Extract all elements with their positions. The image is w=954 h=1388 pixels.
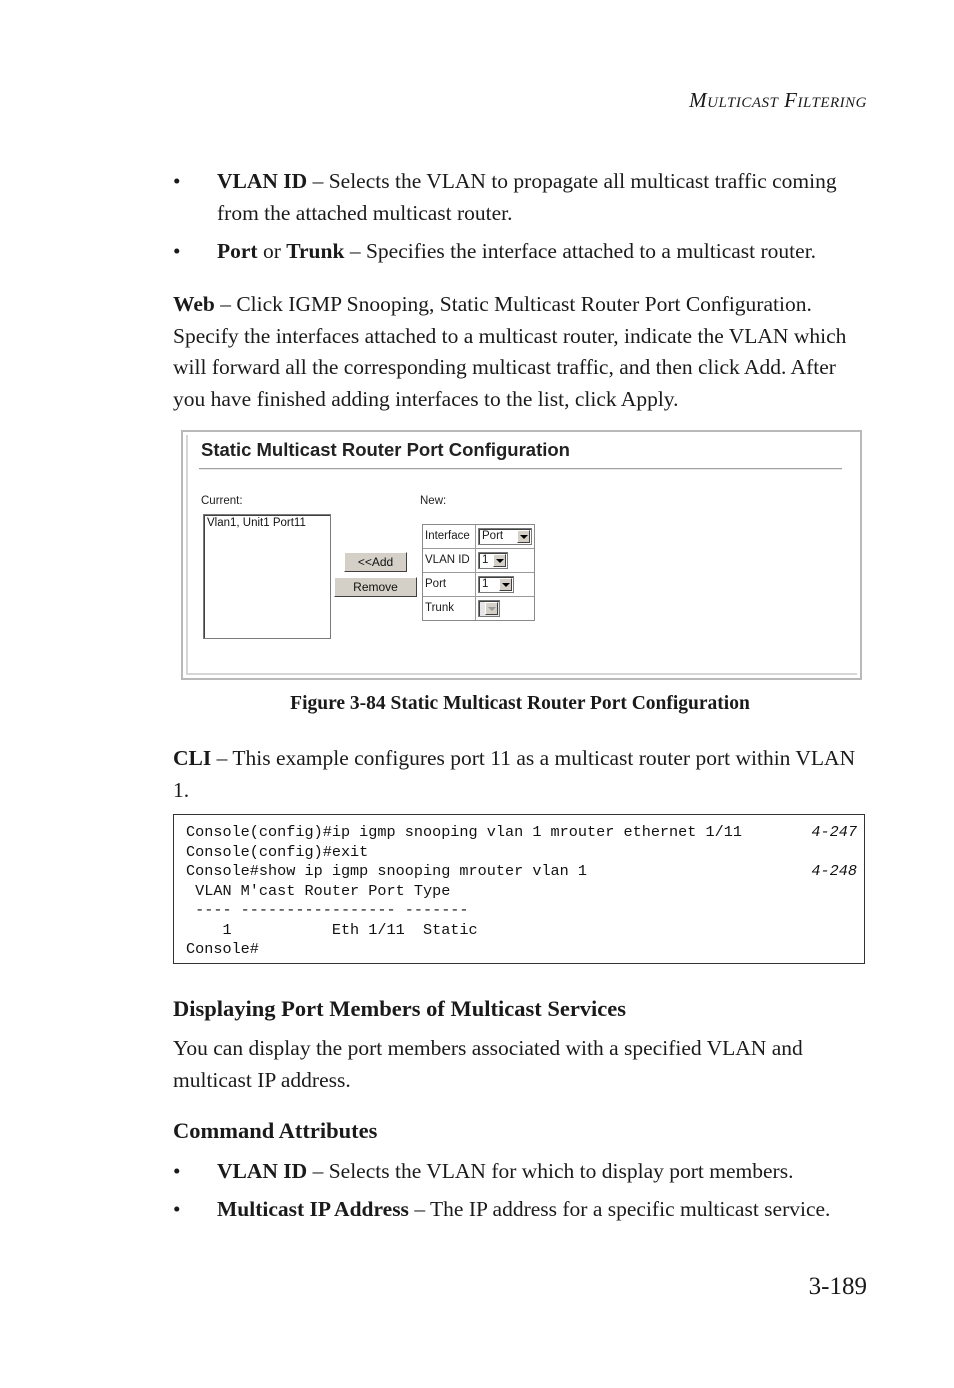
form-row-port (423, 572, 534, 596)
running-head: Multicast Filtering (689, 88, 867, 112)
list-item[interactable]: Vlan1, Unit1 Port11 (207, 517, 306, 529)
select-value: 1 (482, 578, 489, 590)
form-row-interface (423, 525, 534, 548)
code-line: Console(config)#ip igmp snooping vlan 1 mrouter ethernet 1/11 (186, 823, 742, 841)
form-row-trunk (423, 596, 534, 620)
form-row-vlan-id (423, 548, 534, 572)
bullet-mid: or (257, 239, 287, 263)
bullet-term: Port (217, 239, 258, 263)
bullet-dot: • (173, 1159, 181, 1183)
bullet-term: VLAN ID (217, 169, 308, 193)
code-ref: 4-248 (811, 862, 857, 880)
code-line: ---- ----------------- ------- (186, 901, 469, 919)
remove-button[interactable]: Remove (334, 577, 417, 597)
current-listbox[interactable] (203, 514, 331, 639)
bullet-dot: • (173, 239, 181, 263)
field-label: Interface (423, 525, 476, 548)
code-ref: 4-247 (811, 823, 857, 841)
figure-screenshot (181, 430, 862, 680)
select-value: Port (482, 530, 504, 542)
chevron-down-icon[interactable] (499, 578, 512, 591)
page-number: 3-189 (808, 1273, 867, 1300)
bullet-multicast-ip (173, 1194, 867, 1226)
bullet-term: VLAN ID (217, 1159, 308, 1183)
bullet-term-2: Trunk (286, 239, 345, 263)
bullet-vlan-id (173, 166, 867, 229)
bullet-port-trunk (173, 236, 867, 268)
bullet-dot: • (173, 1197, 181, 1221)
add-button[interactable]: <<Add (344, 552, 407, 572)
bullet-text: – The IP address for a specific multicast service. (408, 1197, 831, 1221)
code-block (173, 814, 865, 964)
code-line: Console(config)#exit (186, 842, 369, 861)
trunk-select (478, 600, 500, 617)
attributes-heading: Command Attributes (173, 1118, 378, 1143)
figure-caption (0, 693, 954, 715)
field-label: Trunk (423, 597, 476, 620)
bullet-dot: • (173, 169, 181, 193)
code-line: 1 Eth 1/11 Static (186, 920, 478, 939)
cli-paragraph (173, 743, 867, 806)
code-line: VLAN M'cast Router Port Type (186, 881, 451, 900)
code-line: Console#show ip igmp snooping mrouter vlan 1 (186, 862, 588, 880)
select-value: 1 (482, 554, 489, 566)
panel-title: Static Multicast Router Port Configuration (201, 439, 570, 460)
chevron-down-icon[interactable] (517, 530, 530, 543)
interface-select[interactable] (478, 528, 532, 545)
chevron-down-icon[interactable] (493, 554, 506, 567)
web-term: Web (173, 292, 215, 316)
section-paragraph: You can display the port members associated with a specified VLAN and multicast IP address. (173, 1036, 803, 1092)
field-label: VLAN ID (423, 549, 476, 572)
panel-divider (199, 468, 842, 470)
panel-inner (186, 435, 857, 675)
bullet-text: – Selects the VLAN to propagate all multicast traffic coming from the attached multicast router. (217, 169, 837, 225)
field-label: Port (423, 573, 476, 596)
port-select[interactable] (478, 576, 514, 593)
bullet-text: – Specifies the interface attached to a multicast router. (344, 239, 817, 263)
cli-text: – This example configures port 11 as a multicast router port within VLAN 1. (173, 746, 856, 802)
code-line: Console# (186, 940, 259, 958)
section-heading: Displaying Port Members of Multicast Services (173, 996, 627, 1021)
new-entry-form (422, 524, 535, 621)
web-text: – Click IGMP Snooping, Static Multicast Router Port Configuration. Specify the interfaces attached to a multicast router, indicate the VLAN which will forward all the corresponding multicast traffic, and then click Add. After you have finished adding interfaces to the list, click Apply. (173, 292, 847, 411)
current-label: Current: (201, 495, 243, 507)
vlan-id-select[interactable] (478, 552, 508, 569)
bullet-text: – Selects the VLAN for which to display port members. (307, 1159, 794, 1183)
bullet-term: Multicast IP Address (217, 1197, 409, 1221)
bullet-vlan-id-2 (173, 1156, 867, 1188)
web-paragraph (173, 289, 867, 415)
new-label: New: (420, 495, 447, 507)
chevron-down-icon (485, 602, 498, 615)
caption-text: Figure 3-84 Static Multicast Router Port Configuration (290, 693, 750, 714)
cli-term: CLI (173, 746, 212, 770)
